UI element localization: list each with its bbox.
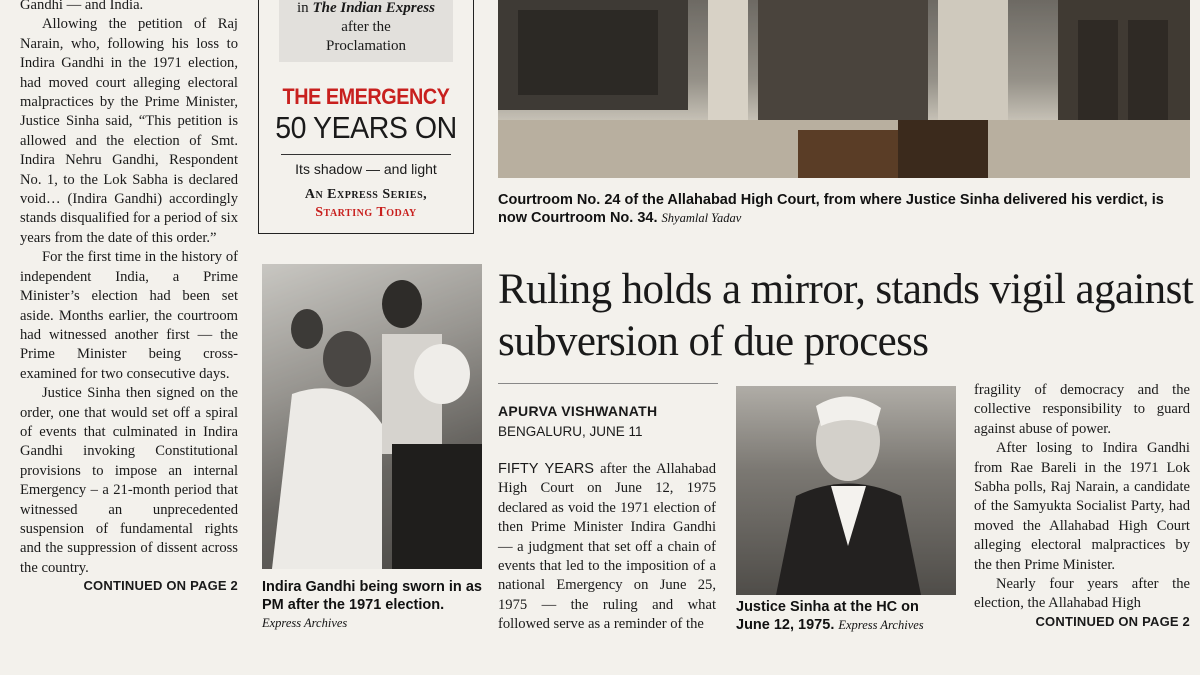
byline: APURVA VISHWANATH (498, 403, 658, 419)
promo-line-1: in The Indian Express (297, 0, 435, 16)
lead-text: after the Allahabad High Court on June 12, 1975 declared as void the 1971 election of then Prime Minister Indira Gandhi — a judgment that set off a chain of events that led to the imposition of a national Emergency on June 25, 1975 — the ruling and what followed serve as a reminder of the (498, 461, 716, 633)
promo-divider (281, 154, 451, 155)
promo-line-3: Proclamation (326, 38, 406, 54)
main-headline: Ruling holds a mirror, stands vigil against subversion of due process (498, 266, 1194, 365)
swearing-caption-text: Indira Gandhi being sworn in as PM after the 1971 election. (262, 579, 482, 613)
left-continued-link[interactable]: CONTINUED ON PAGE 2 (83, 578, 238, 594)
courtroom-caption-text: Courtroom No. 24 of the Allahabad High Court, from where Justice Sinha delivered his verdict, is now Courtroom No. 34. (498, 192, 1164, 226)
left-article-column (20, 0, 238, 593)
promo-series-line: An Express Series, (304, 187, 428, 202)
indira-sworn-in-photo (262, 264, 482, 569)
swearing-caption (262, 578, 482, 632)
left-paragraph-1: Gandhi — and India. (20, 0, 144, 13)
left-paragraph-3: For the first time in the history of independent India, a Prime Minister’s election had been set aside. Months earlier, the courtroom had witnessed another first — the Prime Minister being cross-examined for two consecutive days. (20, 249, 238, 382)
promo-line-2: after the (341, 19, 391, 35)
right-paragraph-2: After losing to Indira Gandhi from Rae Bareli in the 1971 Lok Sabha polls, Raj Narain, a candidate of the Samyukta Socialist Party, had moved the Allahabad High Court alleging electoral malpractices by the then Prime Minister. (974, 440, 1190, 573)
left-paragraph-2: Allowing the petition of Raj Narain, who, following his loss to Indira Gandhi in the 1971 election, had moved court alleging electoral malpractices by the Prime Minister, Justice Sinha said, “This petition is allowed and the election of Smt. Indira Nehru Gandhi, Respondent No. 1, to the Lok Sabha is declared void… (Indira Gandhi) accordingly stands disqualified for a period of six years from the date of this order.” (20, 16, 238, 246)
justice-sinha-photo (736, 386, 956, 595)
right-paragraph-3: Nearly four years after the election, the Allahabad High (974, 576, 1190, 612)
promo-top-band (279, 0, 453, 62)
promo-starting-today: Starting Today (315, 205, 417, 220)
justice-illustration (736, 386, 956, 595)
courtroom-photo-credit: Shyamlal Yadav (661, 211, 742, 225)
promo-years-title: 50 YEARS ON (275, 110, 457, 145)
right-continued-link[interactable]: CONTINUED ON PAGE 2 (1035, 613, 1190, 629)
swearing-photo-credit: Express Archives (262, 616, 348, 630)
left-paragraph-4: Justice Sinha then signed on the order, one that would set off a spiral of events that culminated in Indira Gandhi invoking Constitutional provisions to impose an internal Emergency – a 21-month period that witnessed an unprecedented suspension of fundamental rights and the suppression of dissent across the country. (20, 385, 238, 576)
promo-paper-name: The Indian Express (312, 0, 435, 16)
lead-caps: FIFTY YEARS (498, 461, 594, 477)
swearing-illustration (262, 264, 482, 569)
justice-caption (736, 598, 956, 634)
justice-caption-text: Justice Sinha at the HC on June 12, 1975. (736, 599, 919, 633)
emergency-series-promo (258, 0, 474, 234)
headline-rule (498, 383, 718, 384)
dateline: BENGALURU, JUNE 11 (498, 424, 643, 439)
courtroom-illustration (498, 0, 1190, 178)
courtroom-photo (498, 0, 1190, 178)
main-article-column (498, 460, 716, 635)
justice-photo-credit: Express Archives (838, 618, 924, 632)
right-paragraph-1: fragility of democracy and the collective responsibility to guard against abuse of power. (974, 382, 1190, 437)
main-lead-paragraph (498, 460, 716, 635)
right-article-column (974, 381, 1190, 629)
courtroom-caption (498, 191, 1190, 227)
promo-red-title: THE EMERGENCY (282, 84, 450, 109)
promo-tagline: Its shadow — and light (295, 161, 437, 177)
